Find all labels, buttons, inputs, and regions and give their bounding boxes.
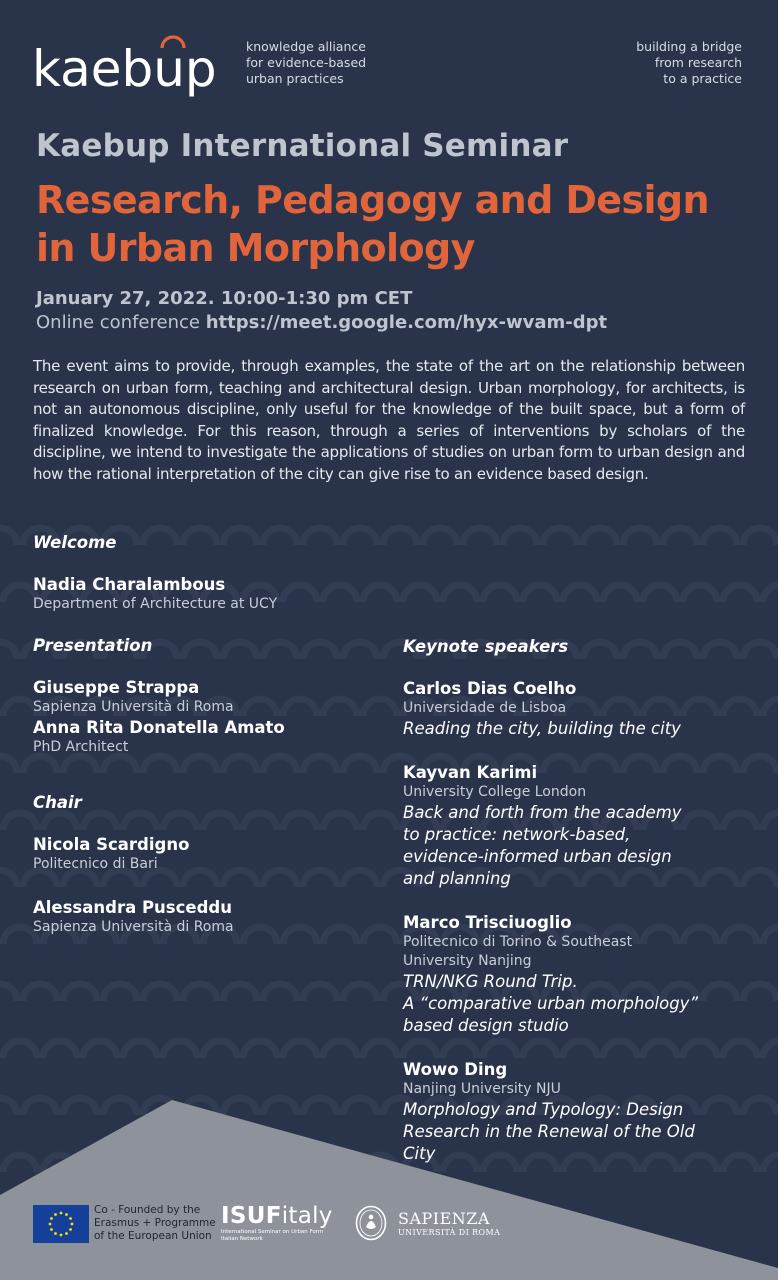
speaker-name: Anna Rita Donatella Amato xyxy=(33,718,285,737)
isuf-subline: Italian Network xyxy=(221,1236,263,1242)
sapienza-wordmark: SAPIENZA xyxy=(398,1209,490,1228)
section-chair: Chair xyxy=(33,793,82,812)
program-right-column xyxy=(403,637,753,1165)
meet-link[interactable]: https://meet.google.com/hyx-wvam-dpt xyxy=(205,312,608,333)
section-presentation: Presentation xyxy=(33,636,153,655)
speaker-name: Marco Trisciuoglio xyxy=(403,913,572,932)
event-abstract: The event aims to provide, through examples, the state of the art on the relationship between research on urban form, teaching and architectural design. Urban morphology, for architects, is not an autonomous discipline, only useful for the knowledge of the built space, but a form of finalized knowledge. For this reason, through a series of interventions by scholars of the discipline, we intend to investigate the applications of studies on urban form to urban design and how the rational interpretation of the city can give rise to an evidence based design. xyxy=(33,357,745,483)
talk-title: TRN/NKG Round Trip. xyxy=(403,972,578,991)
section-welcome: Welcome xyxy=(33,533,117,552)
tagline-left xyxy=(246,39,366,87)
seminar-kicker: Kaebup International Seminar xyxy=(36,128,569,164)
eu-flag-icon xyxy=(33,1205,89,1243)
tagline-right-line: to a practice xyxy=(663,71,742,86)
talk-title: based design studio xyxy=(403,1016,569,1035)
tagline-right-line: building a bridge xyxy=(636,39,742,54)
speaker-affiliation: Politecnico di Torino & Southeast xyxy=(403,934,633,950)
speaker-affiliation: Politecnico di Bari xyxy=(33,856,158,872)
speaker-name: Carlos Dias Coelho xyxy=(403,679,577,698)
talk-title: Reading the city, building the city xyxy=(403,719,681,738)
talk-title: to practice: network-based, xyxy=(403,825,631,844)
footer-wedge xyxy=(0,1100,778,1280)
sapienza-subline: UNIVERSITÀ DI ROMA xyxy=(398,1228,501,1237)
kaebup-logo xyxy=(32,30,222,100)
speaker-affiliation: Sapienza Università di Roma xyxy=(33,919,234,935)
talk-title: Research in the Renewal of the Old xyxy=(403,1122,695,1141)
talk-title: and planning xyxy=(403,869,511,888)
tagline-left-line: knowledge alliance xyxy=(246,39,366,54)
eu-text-line: Erasmus + Programme xyxy=(94,1217,216,1229)
tagline-right xyxy=(636,39,742,87)
speaker-affiliation: Department of Architecture at UCY xyxy=(33,596,278,612)
isuf-italy-logo xyxy=(221,1203,361,1243)
speaker-affiliation: Nanjing University NJU xyxy=(403,1081,561,1097)
speaker-affiliation: PhD Architect xyxy=(33,739,129,755)
tagline-left-line: for evidence-based xyxy=(246,55,367,70)
event-date: January 27, 2022. 10:00-1:30 pm CET xyxy=(36,288,413,309)
speaker-affiliation: University Nanjing xyxy=(403,953,532,969)
tagline-left-line: urban practices xyxy=(246,71,344,86)
eu-text-line: of the European Union xyxy=(94,1230,212,1242)
speaker-name: Nadia Charalambous xyxy=(33,575,226,594)
isuf-bold: ISUF xyxy=(221,1203,282,1229)
eu-text-line: Co - Founded by the xyxy=(94,1204,201,1216)
speaker-affiliation: University College London xyxy=(403,784,587,800)
seminar-title xyxy=(36,176,766,272)
speaker-name: Alessandra Pusceddu xyxy=(33,898,232,917)
title-line: in Urban Morphology xyxy=(36,226,475,270)
sapienza-seal-icon xyxy=(355,1205,387,1241)
speaker-name: Nicola Scardigno xyxy=(33,835,190,854)
talk-title: evidence-informed urban design xyxy=(403,847,672,866)
online-conference xyxy=(36,312,607,333)
isuf-light: italy xyxy=(281,1203,333,1229)
sapienza-logo xyxy=(398,1210,500,1237)
speaker-affiliation: Universidade de Lisboa xyxy=(403,700,567,716)
talk-title: Back and forth from the academy xyxy=(403,803,682,822)
speaker-name: Kayvan Karimi xyxy=(403,763,538,782)
section-keynotes: Keynote speakers xyxy=(403,637,569,656)
speaker-name: Giuseppe Strappa xyxy=(33,678,200,697)
online-label: Online conference xyxy=(36,312,200,333)
speaker-name: Wowo Ding xyxy=(403,1060,508,1079)
title-line: Research, Pedagogy and Design xyxy=(36,178,709,222)
talk-title: A “comparative urban morphology” xyxy=(403,994,698,1013)
eu-cofunding-text xyxy=(94,1204,216,1243)
speaker-affiliation: Sapienza Università di Roma xyxy=(33,699,234,715)
talk-title: City xyxy=(403,1144,436,1163)
tagline-right-line: from research xyxy=(654,55,742,70)
logo-wordmark: kaebup xyxy=(32,40,217,98)
program-left-column xyxy=(33,533,373,937)
talk-title: Morphology and Typology: Design xyxy=(403,1100,684,1119)
isuf-subline: International Seminar on Urban Form xyxy=(221,1229,324,1235)
